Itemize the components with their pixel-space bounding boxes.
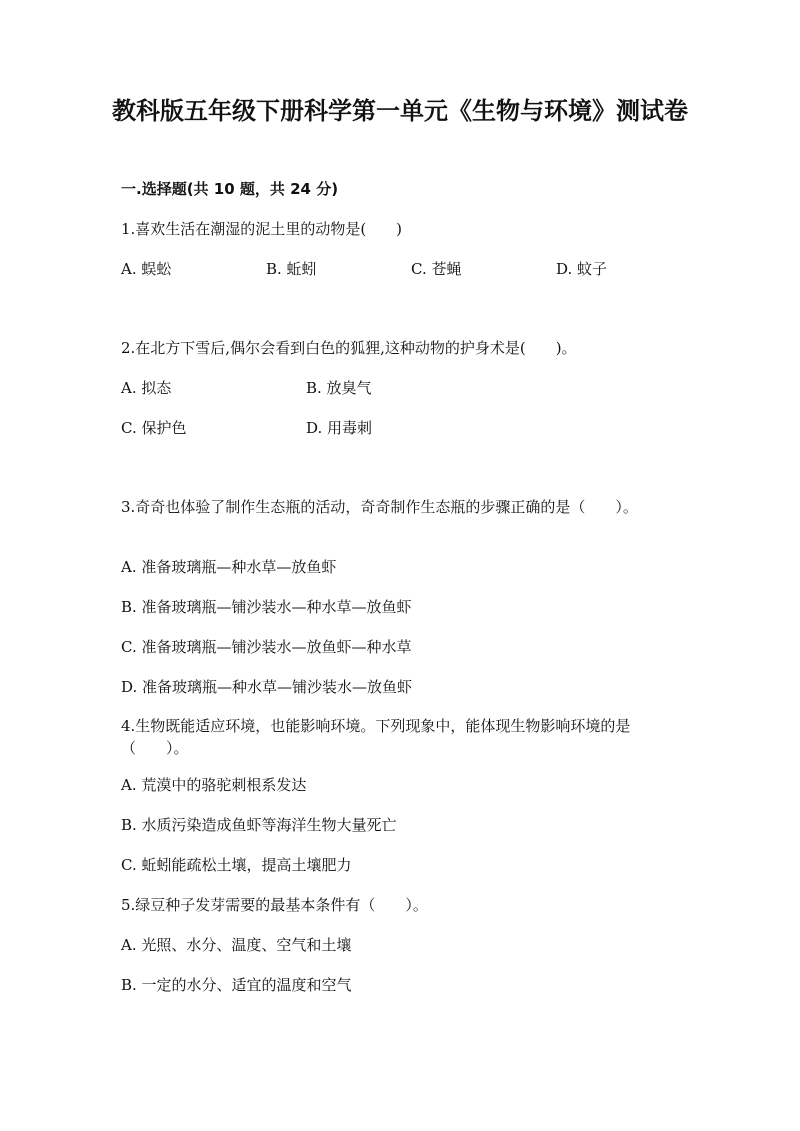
question-3-option-d: D. 准备玻璃瓶—种水草—铺沙装水—放鱼虾 bbox=[121, 678, 413, 696]
section-heading: 一.选择题(共 10 题，共 24 分) bbox=[121, 180, 339, 198]
question-1-stem: 1.喜欢生活在潮湿的泥土里的动物是( ) bbox=[121, 220, 403, 238]
question-1-option-c: C. 苍蝇 bbox=[411, 260, 462, 278]
question-3-option-b: B. 准备玻璃瓶—铺沙装水—种水草—放鱼虾 bbox=[121, 598, 412, 616]
question-2-option-a: A. 拟态 bbox=[121, 379, 172, 397]
question-5-stem: 5.绿豆种子发芽需要的最基本条件有（ ）。 bbox=[121, 896, 428, 914]
question-3-option-a: A. 准备玻璃瓶—种水草—放鱼虾 bbox=[121, 558, 337, 576]
question-4-option-a: A. 荒漠中的骆驼刺根系发达 bbox=[121, 776, 307, 794]
question-1-option-a: A. 蜈蚣 bbox=[121, 260, 172, 278]
exam-title: 教科版五年级下册科学第一单元《生物与环境》测试卷 bbox=[112, 97, 688, 125]
question-2-option-c: C. 保护色 bbox=[121, 419, 187, 437]
question-3-option-c: C. 准备玻璃瓶—铺沙装水—放鱼虾—种水草 bbox=[121, 638, 412, 656]
question-4-option-c: C. 蚯蚓能疏松土壤，提高土壤肥力 bbox=[121, 856, 352, 874]
question-2-option-d: D. 用毒刺 bbox=[306, 419, 373, 437]
question-5-option-b: B. 一定的水分、适宜的温度和空气 bbox=[121, 976, 352, 994]
question-3-stem: 3.奇奇也体验了制作生态瓶的活动，奇奇制作生态瓶的步骤正确的是（ ）。 bbox=[121, 498, 638, 516]
question-1-option-b: B. 蚯蚓 bbox=[266, 260, 317, 278]
question-4-stem: 4.生物既能适应环境，也能影响环境。下列现象中，能体现生物影响环境的是（ ）。 bbox=[121, 717, 631, 757]
question-2-option-b: B. 放臭气 bbox=[306, 379, 372, 397]
question-2-stem: 2.在北方下雪后,偶尔会看到白色的狐狸,这种动物的护身术是( )。 bbox=[121, 339, 577, 357]
question-1-option-d: D. 蚊子 bbox=[556, 260, 608, 278]
question-5-option-a: A. 光照、水分、温度、空气和土壤 bbox=[121, 936, 352, 954]
question-4-option-b: B. 水质污染造成鱼虾等海洋生物大量死亡 bbox=[121, 816, 397, 834]
